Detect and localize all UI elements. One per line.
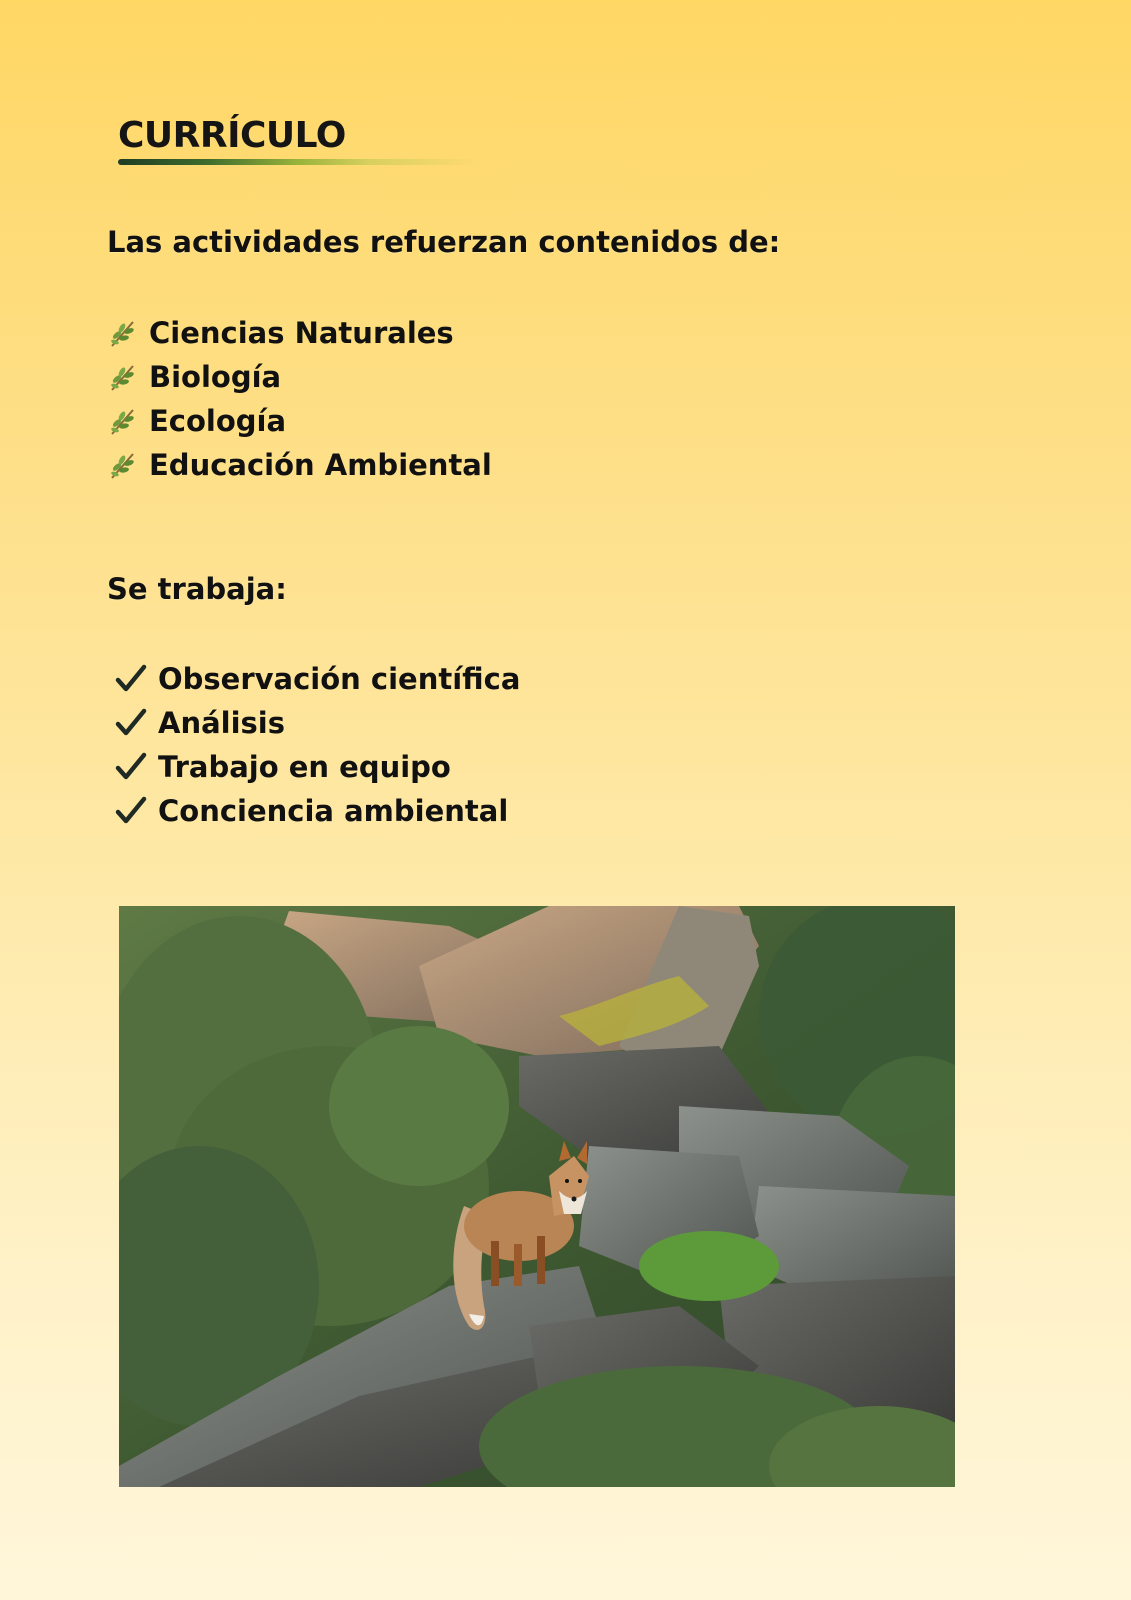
skills-list	[114, 657, 520, 833]
check-icon	[114, 750, 148, 784]
subject-label: Educación Ambiental	[149, 448, 492, 482]
herb-icon	[107, 317, 139, 349]
list-item	[114, 657, 520, 701]
subject-label: Ciencias Naturales	[149, 316, 454, 350]
list-item	[107, 443, 492, 487]
fox-photo-illustration	[119, 906, 955, 1487]
subject-label: Biología	[149, 360, 282, 394]
herb-icon	[107, 405, 139, 437]
list-item	[107, 399, 492, 443]
title-underline	[118, 159, 478, 165]
skill-label: Observación científica	[158, 662, 521, 696]
page-title: CURRÍCULO	[118, 115, 346, 156]
skills-heading: Se trabaja:	[107, 572, 287, 606]
check-icon	[114, 662, 148, 696]
subjects-list	[107, 311, 492, 487]
herb-icon	[107, 449, 139, 481]
skill-label: Conciencia ambiental	[158, 794, 509, 828]
skill-label: Análisis	[158, 706, 286, 740]
intro-text: Las actividades refuerzan contenidos de:	[107, 225, 781, 259]
list-item	[114, 789, 520, 833]
check-icon	[114, 706, 148, 740]
skill-label: Trabajo en equipo	[158, 750, 451, 784]
list-item	[107, 355, 492, 399]
title-block	[118, 115, 346, 156]
subject-label: Ecología	[149, 404, 287, 438]
check-icon	[114, 794, 148, 828]
list-item	[114, 745, 520, 789]
list-item	[107, 311, 492, 355]
list-item	[114, 701, 520, 745]
herb-icon	[107, 361, 139, 393]
fox-photo	[119, 906, 955, 1487]
